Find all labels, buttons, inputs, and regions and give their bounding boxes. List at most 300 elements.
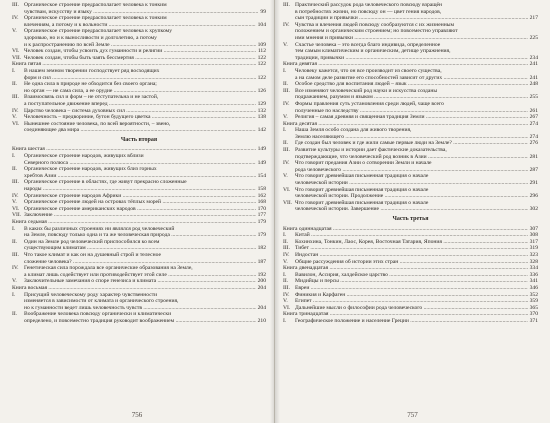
toc-book-heading: [12, 146, 266, 153]
toc-book-heading: [283, 311, 538, 318]
toc-book-heading: [283, 121, 538, 128]
entry-title: Человек создан, чтобы быть чаять бессмертия .....: [24, 55, 256, 62]
toc-entry: [283, 88, 538, 95]
toc-entry: [283, 252, 538, 259]
entry-page: 158: [257, 186, 266, 193]
entry-page: 132: [257, 107, 266, 114]
entry-title: форм и сил .....: [12, 75, 256, 82]
toc-entry: [12, 42, 266, 49]
entry-title: Человечность – предвориние, бутон будущего цветка .....: [24, 114, 256, 121]
entry-title: Воображение человека повсюду органически и климатически: [24, 311, 172, 318]
entry-page: 179: [257, 232, 266, 239]
toc-entry: [283, 245, 538, 252]
entry-number: V.: [283, 41, 288, 48]
toc-entry: [283, 134, 538, 141]
page-number-right: 757: [407, 411, 418, 419]
entry-title: Один на Земле род человеческий приспособился ко всем: [24, 238, 160, 245]
toc-book-heading: [12, 61, 266, 68]
entry-number: V.: [283, 173, 288, 180]
toc-entry: [283, 180, 538, 187]
entry-number: I.: [283, 317, 287, 324]
entry-title: Человек создан, чтобы усвоить дух гуманности и религии .....: [24, 48, 256, 55]
entry-number: III.: [283, 147, 290, 154]
page-number-left: 756: [131, 411, 143, 419]
entry-title: а климат лишь содействует или противодействует этой силе .....: [12, 272, 256, 279]
toc-entry: [283, 140, 538, 147]
entry-number: II.: [283, 140, 289, 147]
entry-title: Китай .....: [295, 232, 528, 239]
entry-title: Что говорит древнейшая письменная традиция о начале: [295, 173, 429, 180]
entry-page: 179: [257, 219, 266, 225]
entry-page: 187: [257, 258, 266, 265]
entry-title: подтверждающие, что человеческий род возник в Азии .....: [283, 154, 528, 161]
entry-title: Практический рассудок рода человеческого повсюду взращён: [295, 2, 443, 8]
entry-page: 182: [257, 245, 266, 252]
entry-number: II.: [12, 311, 18, 318]
entry-page: 248: [529, 81, 538, 88]
entry-title: Вавилон, Ассирия, халдейское царство .....: [295, 272, 528, 279]
entry-title: человеческой истории .....: [283, 180, 528, 187]
toc-entry: [283, 28, 538, 35]
entry-title: Что говорит предания Азии о сотворении Земли и начале: [295, 160, 432, 167]
toc-entry: [283, 22, 538, 29]
toc-entry: [12, 252, 266, 259]
toc-entry: [283, 206, 538, 213]
entry-page: 307: [529, 225, 538, 232]
entry-title: изменяется в зависимости от климата и органического строения,: [24, 298, 179, 305]
entry-number: IV.: [283, 21, 290, 28]
entry-title: народы .....: [12, 186, 256, 193]
entry-title: Развитие культуры и истории дает фактические доказательства,: [295, 147, 447, 154]
toc-entry: [283, 154, 538, 161]
toc-entry: [283, 173, 538, 180]
entry-number: V.: [12, 199, 17, 206]
entry-title: а на самом деле развитие его способностей зависит от других .....: [283, 75, 528, 82]
entry-title: Дальнейшие мысли о философии рода человеческого .....: [295, 305, 528, 312]
entry-page: 126: [257, 87, 266, 94]
entry-title: Кохинхина, Тонкин, Лаос, Корея, Восточная Татария, Япония .....: [295, 239, 528, 246]
entry-title: Органическое строение предрасполагает человека к хрупкому: [24, 28, 172, 35]
toc-entry: [12, 173, 266, 180]
entry-title: а поступательное движение вперед .....: [12, 101, 256, 108]
toc-entry: [283, 259, 538, 266]
entry-number: I.: [12, 153, 16, 160]
entry-page: 149: [257, 146, 266, 153]
entry-title: традиции, привычки .....: [283, 55, 528, 62]
entry-page: 287: [529, 166, 538, 173]
toc-book-heading: [283, 61, 538, 68]
entry-title: Книга пятая .....: [12, 61, 256, 68]
entry-title: Органическое строение людей на островах тёплых морей .....: [24, 199, 256, 206]
entry-title: Индостан .....: [295, 252, 528, 259]
entry-number: II.: [283, 238, 289, 245]
entry-title: Книга одиннадцатая .....: [283, 226, 528, 233]
toc-entry: [12, 245, 266, 252]
entry-title: Органическое строение народов Африки .....: [24, 193, 256, 200]
entry-title: соединяющее два мира .....: [12, 127, 256, 134]
toc-entry: [12, 186, 266, 193]
entry-title: Органическое строение предрасполагает человека к тонким: [24, 2, 167, 8]
entry-title: Чувства и влечения людей повсюду сообразуются с их жизненным: [295, 21, 455, 28]
toc-entry: [12, 206, 266, 213]
toc-entry: [12, 2, 266, 9]
toc-entry: [12, 298, 266, 305]
toc-book-heading: [283, 265, 538, 272]
entry-title: Что такое климат и как он на душевный строй и телесное: [24, 251, 162, 258]
entry-page: 204: [257, 304, 266, 311]
toc-entry: [12, 35, 266, 42]
toc-entry: [283, 147, 538, 154]
toc-entry: [12, 94, 266, 101]
toc-entry: [12, 9, 266, 16]
entry-number: I.: [12, 67, 16, 74]
entry-page: 162: [257, 192, 266, 199]
entry-title: чувствам, искусству и языку .....: [12, 9, 258, 16]
entry-number: I.: [12, 225, 16, 232]
toc-entry: [283, 193, 538, 200]
entry-number: VII.: [283, 199, 293, 206]
entry-title: Общие рассуждения об истории этих стран .....: [295, 259, 528, 266]
entry-title: Египет .....: [295, 298, 528, 305]
entry-page: 296: [529, 193, 538, 200]
entry-number: III.: [283, 245, 290, 252]
entry-title: положением и органическим строением; но повсеместно управляют: [295, 28, 458, 35]
toc-entry: [283, 35, 538, 42]
entry-page: 129: [257, 100, 266, 107]
entry-number: V.: [12, 28, 17, 35]
entry-title: Книга десятая .....: [283, 121, 528, 128]
entry-number: IV.: [12, 15, 19, 22]
toc-book-heading: [283, 226, 538, 233]
entry-title: здоровью, но и к выносливости и долголетию, а потому: [24, 34, 157, 41]
toc-entry: [12, 272, 266, 279]
part-heading: Часть вторая: [120, 136, 158, 143]
entry-page: 291: [529, 180, 538, 187]
entry-page: 352: [529, 291, 538, 298]
entry-number: V.: [283, 258, 288, 265]
toc-entry: [283, 305, 538, 312]
entry-page: 274: [529, 133, 538, 140]
entry-title: Землю населяющего .....: [283, 134, 528, 141]
entry-title: Книга восьмая .....: [12, 285, 256, 292]
entry-number: VI.: [283, 186, 291, 193]
entry-page: 109: [257, 41, 266, 48]
entry-title: Что говорит древнейшая письменная традиция о начале: [295, 199, 429, 206]
entry-number: VI.: [12, 205, 20, 212]
entry-number: IV.: [12, 107, 19, 114]
entry-title: человеческой истории. Завершение .....: [283, 206, 528, 213]
toc-entry: [283, 108, 538, 115]
entry-title: Мидийцы и персы .....: [295, 278, 528, 285]
toc-entry: [12, 265, 266, 272]
entry-title: в потребностях жизни, но повсюду он — цвет гения народов,: [295, 8, 442, 15]
entry-page: 192: [257, 271, 266, 278]
entry-number: I.: [12, 291, 16, 298]
part-heading: Часть третья: [392, 216, 429, 222]
entry-number: III.: [12, 2, 19, 8]
toc-entry: [12, 101, 266, 108]
entry-title: хребтов Азии .....: [12, 173, 256, 180]
entry-page: 341: [529, 278, 538, 285]
entry-page: 210: [257, 317, 266, 324]
entry-title: ими мнения и привычки .....: [283, 35, 528, 42]
entry-title: сложение человека? .....: [12, 259, 256, 266]
entry-page: 274: [529, 120, 538, 127]
toc-entry: [12, 212, 266, 219]
entry-title: Заключительные замечания о споре генезиса и климата .....: [24, 278, 256, 285]
entry-number: III.: [12, 251, 19, 258]
entry-title: Что говорит древнейшая письменная традиция о начале: [295, 186, 429, 193]
toc-entry: [12, 15, 266, 22]
entry-title: Взаимосвязь сил и форм – не отступательна и не застой,: [24, 94, 159, 101]
toc-entry: [12, 318, 266, 325]
entry-number: VI.: [12, 120, 20, 127]
entry-title: Органическое строение народов, живущих близ горных: [24, 166, 157, 173]
entry-page: 323: [529, 251, 538, 258]
entry-number: VII.: [12, 54, 22, 61]
entry-title: но орган — не сама сила, а ее орудие .....: [12, 88, 256, 95]
toc-entry: [283, 2, 538, 9]
entry-page: 170: [257, 205, 266, 212]
toc-entry: [283, 160, 538, 167]
entry-title: но к гуманности ведет лишь человечность чувств .....: [12, 305, 256, 312]
entry-title: В каких бы различных строениях ни являлся род человеческий: [24, 225, 175, 232]
entry-number: II.: [283, 81, 289, 88]
toc-entry: [12, 75, 266, 82]
entry-page: 255: [529, 94, 538, 101]
entry-title: Не одна сила в природе не обходится без своего органа;: [24, 81, 157, 88]
toc-entry: [12, 166, 266, 173]
entry-number: IV.: [283, 160, 290, 167]
toc-book-heading: [12, 219, 266, 226]
entry-title: Северного полюса .....: [12, 160, 256, 167]
entry-number: III.: [12, 179, 19, 186]
entry-title: и к распространению по всей Земле .....: [12, 42, 256, 49]
entry-number: II.: [12, 81, 18, 88]
toc-entry: [12, 108, 266, 115]
entry-number: IV.: [283, 251, 290, 258]
entry-number: I.: [283, 67, 287, 74]
toc-entry: [283, 232, 538, 239]
entry-title: Книга тринадцатая .....: [283, 311, 528, 318]
entry-number: V.: [283, 298, 288, 305]
toc-entry: [12, 28, 266, 35]
entry-page: 336: [529, 271, 538, 278]
toc-entry: [283, 81, 538, 88]
entry-page: 365: [529, 304, 538, 311]
entry-number: III.: [283, 284, 290, 291]
entry-page: 122: [257, 74, 266, 81]
entry-page: 149: [257, 159, 266, 166]
entry-page: 371: [529, 317, 538, 324]
entry-page: 225: [529, 34, 538, 41]
toc-entry: [12, 305, 266, 312]
toc-entry: [283, 298, 538, 305]
entry-number: I.: [283, 232, 287, 239]
toc-entry: [283, 9, 538, 16]
entry-page: 200: [257, 278, 266, 285]
entry-title: полученные по наследству .....: [283, 108, 528, 115]
entry-number: III.: [283, 2, 290, 8]
entry-number: VI.: [12, 48, 20, 55]
entry-title: существующим климатам .....: [12, 245, 256, 252]
entry-title: определено, и повсеместно традиция руководит воображением .....: [12, 318, 256, 325]
entry-number: IV.: [283, 291, 290, 298]
toc-entry: [283, 101, 538, 108]
entry-title: человеческой истории. Продолжение .....: [283, 193, 528, 200]
toc-entry: [12, 153, 266, 160]
entry-page: 168: [257, 199, 266, 206]
entry-title: Книга шестая .....: [12, 146, 256, 153]
toc-entry: [12, 292, 266, 299]
entry-title: Книга двенадцатая .....: [283, 265, 528, 272]
entry-title: Книга седьмая .....: [12, 219, 256, 226]
toc-entry: [12, 114, 266, 121]
toc-entry: [283, 127, 538, 134]
entry-title: Географическое положение и население Греции .....: [295, 318, 528, 325]
entry-number: VII.: [12, 212, 22, 219]
entry-page: 317: [529, 238, 538, 245]
entry-title: Органическое строение американских народов .....: [24, 206, 256, 213]
entry-title: Наша Земля особо создана для живого творения,: [295, 127, 412, 134]
toc-entry: [283, 15, 538, 22]
entry-title: Особое средство для воспитания людей – язык .....: [295, 81, 528, 88]
toc-entry: [283, 94, 538, 101]
entry-number: I.: [283, 127, 287, 134]
entry-number: II.: [12, 238, 18, 245]
toc-entry: [12, 127, 266, 134]
entry-page: 346: [529, 284, 538, 291]
entry-number: II.: [283, 278, 289, 285]
toc-entry: [12, 232, 266, 239]
entry-page: 122: [257, 54, 266, 61]
entry-number: III.: [12, 94, 19, 101]
entry-title: влечениям, а потому и к вольности .....: [12, 22, 256, 29]
entry-title: Нынешнее состояние человека, по всей вероятности, – звено,: [24, 120, 171, 127]
toc-entry: [283, 42, 538, 49]
toc-entry: [283, 187, 538, 194]
entry-title: Евреи .....: [295, 285, 528, 292]
entry-title: Человеку кажется, что он все производит из своего существа,: [295, 67, 442, 74]
toc-entry: [12, 226, 266, 233]
entry-page: 177: [257, 212, 266, 219]
entry-title: сын традиции и привычки .....: [283, 15, 528, 22]
toc-entry: [12, 22, 266, 29]
entry-title: Органическое строение народов, живущих вблизи: [24, 153, 144, 160]
toc-entry: [283, 55, 538, 62]
entry-title: Тибет .....: [295, 245, 528, 252]
entry-title: Присущий человеческому роду характер чувственности: [24, 291, 158, 298]
entry-page: 138: [257, 114, 266, 121]
toc-entry: [12, 81, 266, 88]
entry-page: 99: [260, 8, 266, 15]
toc-entry: [12, 311, 266, 318]
entry-number: IV.: [12, 265, 19, 272]
entry-number: I.: [283, 271, 287, 278]
entry-page: 281: [529, 153, 538, 160]
toc-entry: [12, 278, 266, 285]
entry-number: V.: [283, 114, 288, 121]
toc-entry: [283, 318, 538, 325]
toc-entry: [283, 272, 538, 279]
entry-page: 308: [529, 232, 538, 239]
toc-entry: [12, 160, 266, 167]
toc-entry: [12, 193, 266, 200]
entry-page: 241: [529, 74, 538, 81]
entry-title: Формы правления суть установления среди людей, чаще всего: [295, 100, 444, 107]
entry-page: 261: [529, 107, 538, 114]
entry-title: Религия – самая древняя и священная традиция Земли .....: [295, 114, 528, 121]
toc-entry: [12, 179, 266, 186]
entry-page: 142: [257, 127, 266, 134]
entry-page: 234: [529, 54, 538, 61]
entry-title: Органическое строение предрасполагает человека к тонким: [24, 15, 167, 22]
entry-page: 276: [529, 140, 538, 147]
entry-page: 104: [257, 21, 266, 28]
entry-number: V.: [12, 278, 17, 285]
entry-page: 154: [257, 172, 266, 179]
entry-page: 217: [529, 15, 538, 22]
entry-page: 267: [529, 114, 538, 121]
entry-title: подражанием, разумом и языком .....: [283, 94, 528, 101]
toc-entry: [12, 55, 266, 62]
entry-title: тем самым климатическим и органическим, детище упражнения,: [295, 48, 451, 55]
toc-entry: [283, 68, 538, 75]
entry-page: 319: [529, 245, 538, 252]
toc-entry: [283, 167, 538, 174]
entry-page: 122: [257, 61, 266, 68]
table-of-contents-left: [12, 2, 266, 325]
entry-title: Все изменяют человеческий род науки и искусства созданы: [295, 87, 438, 94]
entry-page: 204: [257, 284, 266, 291]
toc-entry: [283, 292, 538, 299]
entry-number: II.: [12, 166, 18, 173]
right-page: [275, 0, 550, 423]
toc-entry: [283, 48, 538, 55]
entry-title: Счастье человека – это всегда благо индивида, определенное: [295, 41, 441, 48]
toc-entry: [12, 199, 266, 206]
entry-page: 328: [529, 258, 538, 265]
entry-title: Книга девятая .....: [283, 61, 528, 68]
entry-page: 359: [529, 298, 538, 305]
toc-entry: [283, 75, 538, 82]
table-of-contents-right: [283, 2, 538, 325]
entry-number: III.: [283, 87, 290, 94]
toc-entry: [12, 239, 266, 246]
toc-entry: [283, 239, 538, 246]
toc-book-heading: [12, 285, 266, 292]
toc-entry: [12, 259, 266, 266]
entry-title: рода человеческого .....: [283, 167, 528, 174]
toc-entry: [283, 200, 538, 207]
toc-entry: [283, 278, 538, 285]
entry-number: VI.: [283, 304, 291, 311]
entry-number: IV.: [12, 192, 19, 199]
toc-entry: [283, 285, 538, 292]
toc-entry: [12, 88, 266, 95]
entry-page: 302: [529, 206, 538, 213]
entry-title: В нашем земном творении господствует ряд восходящих: [24, 67, 160, 74]
toc-entry: [12, 48, 266, 55]
entry-title: Финикия и Карфаген .....: [295, 292, 528, 299]
entry-title: Где создан был человек и где жили самые первые люди на Земле? .....: [295, 140, 528, 147]
entry-title: Царство человека – система духовных сил .....: [24, 108, 256, 115]
entry-number: V.: [12, 114, 17, 121]
toc-entry: [12, 121, 266, 128]
toc-entry: [12, 68, 266, 75]
entry-title: Заключение .....: [24, 212, 256, 219]
entry-title: на Земле, повсюду только одна и та же человеческая природа .....: [12, 232, 256, 239]
